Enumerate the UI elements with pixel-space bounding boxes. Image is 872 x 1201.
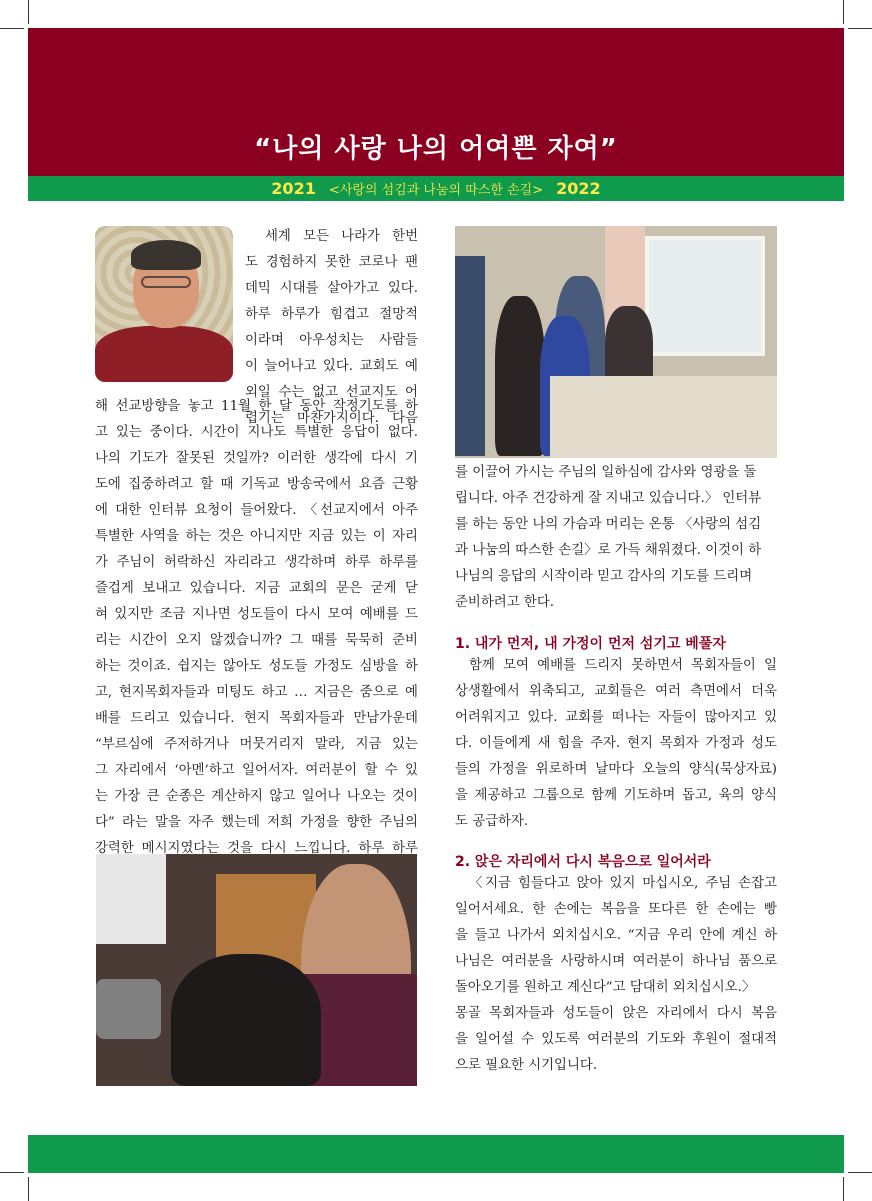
text-line: 하는 것이죠. 쉽지는 않아도 성도들 가정도 심방을 하: [95, 659, 418, 674]
text-line: 을 들고 나가서 외치십시오. “지금 우리 안에 계신 하: [455, 928, 777, 943]
text-line: 고, 현지목회자들과 미팅도 하고 … 지금은 줌으로 예: [95, 685, 418, 700]
text-line: 으로 필요한 시기입니다.: [455, 1058, 598, 1073]
continued-text: [455, 460, 777, 616]
text-line: 몽골 목회자들과 성도들이 앉은 자리에서 다시 복음: [455, 1006, 777, 1021]
author-portrait-photo: [95, 226, 233, 382]
crop-mark: [848, 28, 872, 29]
header-banner: [28, 28, 844, 176]
text-line: 일어서세요. 한 손에는 복음을 또다른 한 손에는 빵: [455, 902, 777, 917]
text-line: 어려워지고 있다. 교회를 떠나는 자들이 많아지고 있: [455, 710, 777, 725]
section-heading-1: 1. 내가 먼저, 내 가정이 먼저 섬기고 베풀자: [455, 636, 726, 652]
year-start: 2021: [271, 179, 316, 198]
section-heading-2: 2. 앉은 자리에서 다시 복음으로 일어서라: [455, 854, 711, 870]
text-line: 해 선교방향을 놓고 11월 한 달 동안 작정기도를 하: [95, 399, 418, 414]
text-line: 그 자리에서 ‘아멘’하고 일어서자. 여러분이 할 수 있: [95, 763, 418, 778]
subtitle: <사랑의 섬김과 나눔의 따스한 손길>: [328, 183, 544, 198]
year-end: 2022: [556, 179, 601, 198]
section-1-text: [455, 653, 777, 835]
text-line: 이라며 아우성치는 사람들: [245, 333, 418, 348]
text-line: 렵기는 마찬가지이다. 다음: [245, 411, 418, 426]
text-line: 리는 시간이 오지 않겠습니까? 그 때를 묵묵히 준비: [95, 633, 418, 648]
text-line: 데믹 시대를 살아가고 있다.: [245, 281, 418, 296]
text-line: 를 이끌어 가시는 주님의 일하심에 감사와 영광을 돌: [455, 465, 757, 480]
text-line: 돌아오기를 원하고 계신다”고 담대히 외치십시오.〉: [455, 980, 756, 995]
text-line: 배를 드리고 있습니다. 현지 목회자들과 만남가운데: [95, 711, 418, 726]
subtitle-band: [28, 176, 844, 201]
text-line: 상생활에서 위축되고, 교회들은 여러 측면에서 더욱: [455, 684, 777, 699]
crop-mark: [0, 28, 24, 29]
text-line: 하루 하루가 힘겹고 절망적: [245, 307, 418, 322]
crop-mark: [28, 1177, 29, 1201]
text-line: 립니다. 아주 건강하게 잘 지내고 있습니다.〉 인터뷰: [455, 491, 762, 506]
text-line: 가 주님이 허락하신 자리라고 생각하며 하루 하루를: [95, 555, 418, 570]
text-line: 〈지금 힘들다고 앉아 있지 마십시오, 주님 손잡고: [469, 876, 777, 891]
text-line: 나님의 응답의 시작이라 믿고 감사의 기도를 드리며: [455, 569, 753, 584]
footer-band: [28, 1135, 844, 1173]
text-line: 도에 집중하려고 할 때 기독교 방송국에서 요즘 근황: [95, 477, 418, 492]
text-line: 강력한 메시지였다는 것을 다시 느낍니다. 하루 하루: [95, 841, 418, 856]
crop-mark: [848, 1172, 872, 1173]
text-line: 외일 수는 없고 선교지도 어: [245, 385, 418, 400]
text-line: 들의 가정을 위로하며 날마다 오늘의 양식(묵상자료): [455, 762, 777, 777]
crop-mark: [843, 1177, 844, 1201]
text-line: 을 제공하고 그룹으로 함께 기도하며 돕고, 육의 양식: [455, 788, 777, 803]
text-line: 도 경험하지 못한 코로나 팬: [245, 255, 418, 270]
worship-photo: [96, 854, 417, 1086]
text-line: 나님은 여러분을 사랑하시며 여러분이 하나님 품으로: [455, 954, 777, 969]
text-line: 에 대한 인터뷰 요청이 들어왔다. 〈선교지에서 아주: [95, 503, 418, 518]
crop-mark: [0, 1172, 24, 1173]
crop-mark: [28, 0, 29, 24]
text-line: 즐겁게 보내고 있습니다. 지금 교회의 문은 굳게 닫: [95, 581, 418, 596]
text-line: “부르심에 주저하거나 머뭇거리지 말라, 지금 있는: [95, 737, 418, 752]
family-photo: [455, 226, 777, 458]
text-line: 과 나눔의 따스한 손길〉로 가득 채워졌다. 이것이 하: [455, 543, 762, 558]
text-line: 이 늘어나고 있다. 교회도 예: [245, 359, 418, 374]
page-title: “나의 사랑 나의 어여쁜 자여”: [254, 134, 618, 164]
text-line: 다. 이들에게 새 힘을 주자. 현지 목회자 가정과 성도: [455, 736, 777, 751]
main-text: [95, 394, 418, 862]
text-line: 준비하려고 한다.: [455, 595, 555, 610]
text-line: 를 하는 동안 나의 가슴과 머리는 온통 〈사랑의 섬김: [455, 517, 762, 532]
section-2-text: [455, 871, 777, 1079]
text-line: 도 공급하자.: [455, 814, 529, 829]
text-line: 다” 라는 말을 자주 했는데 저희 가정을 향한 주님의: [95, 815, 418, 830]
text-line: 세계 모든 나라가 한번: [265, 229, 418, 244]
text-line: 함께 모여 예배를 드리지 못하면서 목회자들이 일: [469, 658, 777, 673]
text-line: 고 있는 중이다. 시간이 지나도 특별한 응답이 없다.: [95, 425, 418, 440]
text-line: 혀 있지만 조금 지나면 성도들이 다시 모여 예배를 드: [95, 607, 418, 622]
text-line: 특별한 사역을 하는 것은 아니지만 지금 있는 이 자리: [95, 529, 418, 544]
crop-mark: [843, 0, 844, 24]
text-line: 나의 기도가 잘못된 것일까? 이러한 생각에 다시 기: [95, 451, 418, 466]
text-line: 는 가장 큰 순종은 계산하지 않고 일어나 나오는 것이: [95, 789, 418, 804]
text-line: 을 일어설 수 있도록 여러분의 기도와 후원이 절대적: [455, 1032, 777, 1047]
